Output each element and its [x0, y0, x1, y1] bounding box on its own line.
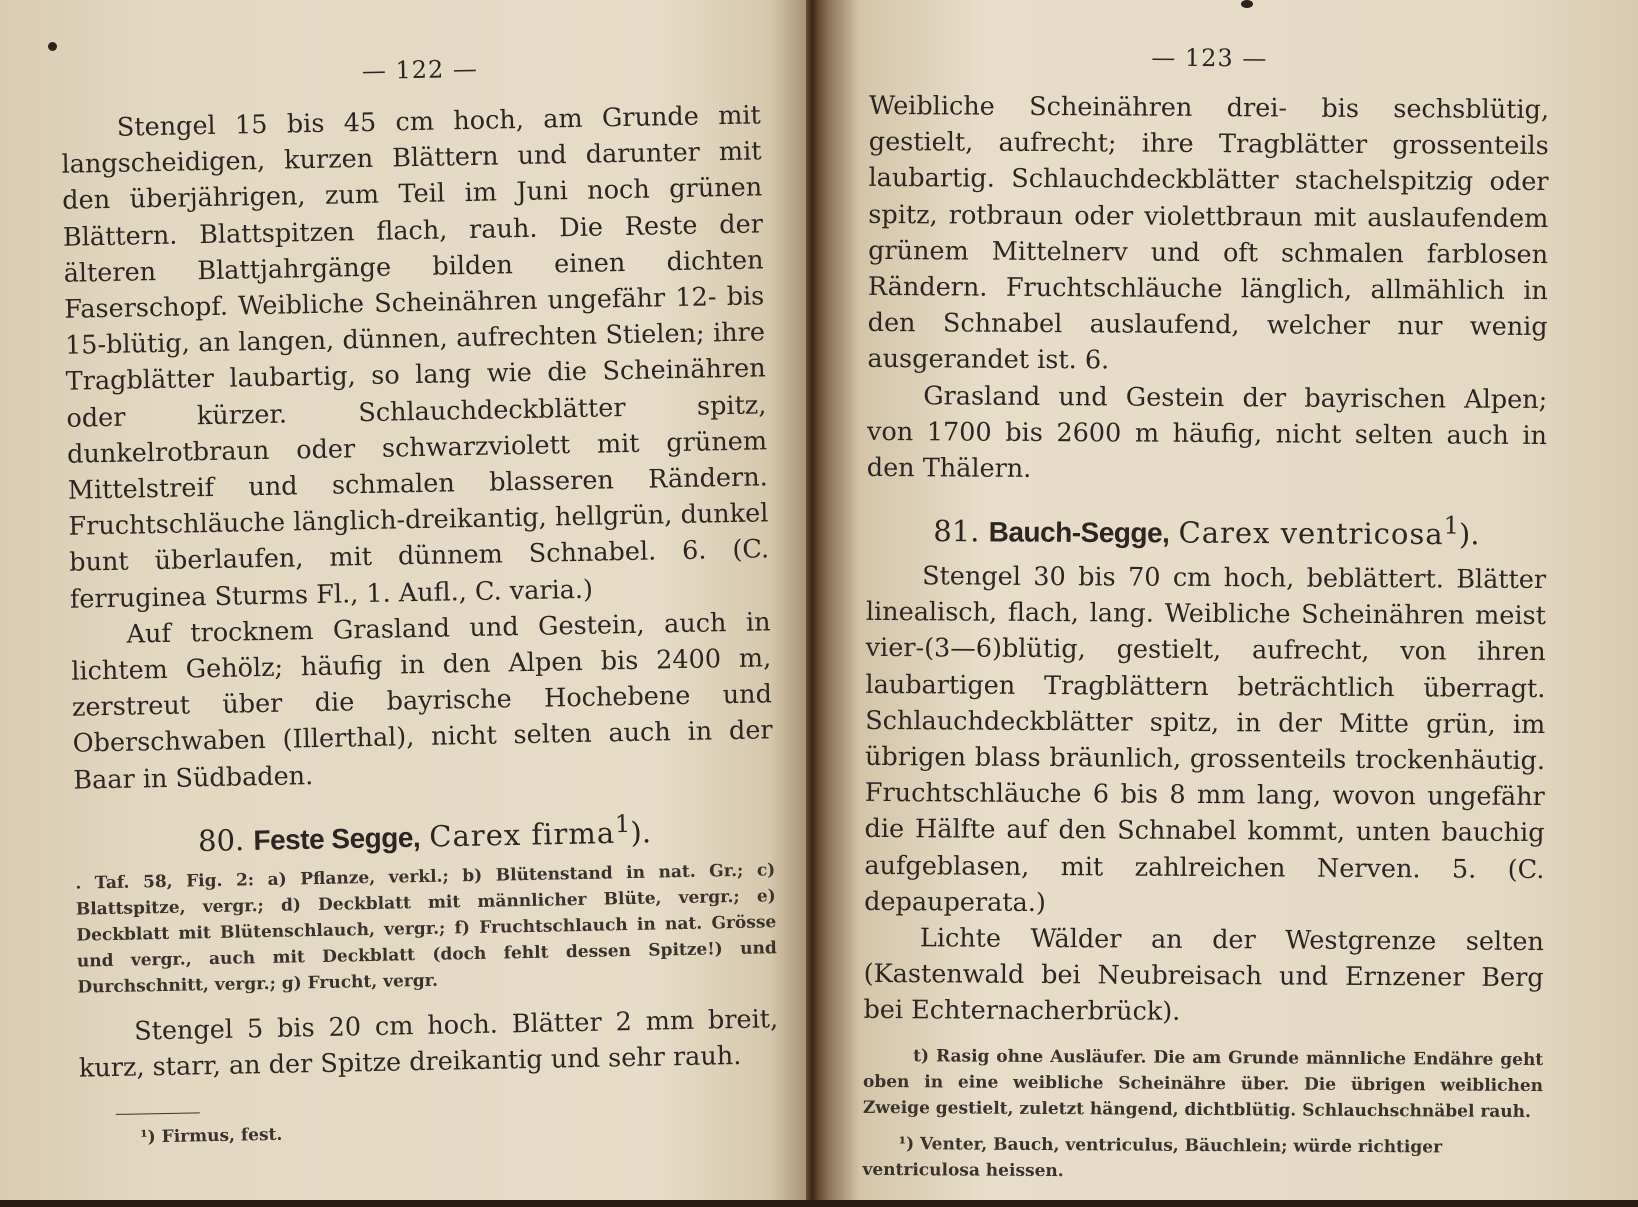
- species-heading: [74, 801, 775, 864]
- small-note: t) Rasig ohne Ausläufer. Die am Grunde männliche Endähre geht oben in eine weibliche Scheinähre über. Die übrigen weiblichen Zweige gestielt, zuletzt hängend, dichtblütig. Schlauchschnäbel rauh.: [862, 1045, 1544, 1122]
- heading-end: ).: [630, 815, 652, 850]
- species-number: 80.: [197, 822, 245, 858]
- page-number: — 122 —: [361, 54, 479, 86]
- book-spine: [806, 0, 820, 1200]
- paragraph: Auf trocknem Grasland und Gestein, auch in lichtem Gehölz; häufig in den Alpen bis 2400 m, zerstreut über die bayrische Hochebene und Oberschwaben (Illerthal), nicht selten auch in der Baar in Südbaden.: [71, 607, 773, 796]
- heading-end: ).: [1458, 517, 1480, 552]
- page-body: [61, 97, 781, 1151]
- paragraph: Grasland und Gestein der bayrischen Alpen; von 1700 bis 2600 m häufig, nicht selten auch in den Thälern.: [866, 380, 1548, 484]
- species-heading: [866, 502, 1546, 556]
- species-number: 81.: [933, 514, 980, 549]
- paragraph: Weibliche Scheinähren drei- bis sechsblütig, gestielt, aufrecht; ihre Tragblätter grossenteils laubartig. Schlauchdeckblätter stachelspitzig oder spitz, rotbraun oder violettbraun mit auslaufendem grünem Mittelnerv und oft schmalen farblosen Rändern. Fruchtschläuche länglich, allmählich in den Schnabel auslaufend, welcher nur wenig ausgerandet ist. 6.: [867, 90, 1550, 376]
- species-latin-name: Carex ventricosa: [1178, 515, 1444, 552]
- footnote: ¹) Firmus, fest.: [140, 1124, 283, 1148]
- left-page: [59, 0, 782, 1207]
- page-body: [862, 88, 1549, 1187]
- page-number: — 123 —: [1151, 43, 1268, 73]
- ink-spot: [48, 42, 57, 51]
- paragraph: Stengel 5 bis 20 cm hoch. Blätter 2 mm breit, kurz, starr, an der Spitze dreikantig und sehr rauh.: [78, 1003, 779, 1084]
- footnote-marker: 1: [614, 809, 631, 839]
- paragraph: Stengel 30 bis 70 cm hoch, beblättert. Blätter linealisch, flach, lang. Weibliche Scheinähren meist vier-(3—6)blütig, gestielt, aufrecht, von ihren laubartigen Tragblättern beträchtlich überragt. Schlauchdeckblätter spitz, in der Mitte grün, im übrigen blass bräunlich, grossenteils trockenhäutig. Fruchtschläuche 6 bis 8 mm lang, wovon ungefähr die Hälfte auf den Schnabel kommt, unten bauchig aufgeblasen, mit zahlreichen Nerven. 5. (C. depauperata.): [864, 561, 1547, 918]
- paragraph: Stengel 15 bis 45 cm hoch, am Grunde mit langscheidigen, kurzen Blättern und darunter mit den überjährigen, zum Teil im Juni noch grünen Blättern. Blattspitzen flach, rauh. Die Reste der älteren Blattjahrgänge bilden einen dichten Faserschopf. Weibliche Scheinähren ungefähr 12- bis 15-blütig, an langen, dünnen, aufrechten Stielen; ihre Tragblätter laubartig, so lang wie die Scheinähren oder kürzer. Schlauchdeckblätter spitz, dunkelrotbraun oder schwarzviolett mit grünem Mittelstreif und schmalen blasseren Rändern. Fruchtschläuche länglich-dreikantig, hellgrün, dunkel bunt überlaufen, mit dünnem Schnabel. 6. (C. ferruginea Sturms Fl., 1. Aufl., C. varia.): [61, 100, 770, 615]
- species-latin-name: Carex firma: [429, 815, 616, 854]
- species-german-name: Feste Segge,: [253, 821, 421, 856]
- footnote: ¹) Venter, Bauch, ventriculus, Bäuchlein; würde richtiger ventriculosa heissen.: [862, 1133, 1443, 1181]
- species-german-name: Bauch-Segge,: [988, 516, 1170, 549]
- paragraph: Lichte Wälder an der Westgrenze selten (Kastenwald bei Neubreisach und Ernzener Berg bei Echternacherbrück).: [863, 923, 1545, 1028]
- footnote-rule: [116, 1112, 200, 1115]
- footnote-marker: 1: [1443, 511, 1460, 540]
- right-page: [862, 0, 1549, 1202]
- plate-note: . Taf. 58, Fig. 2: a) Pflanze, verkl.; b) Blütenstand in nat. Gr.; c) Blattspitze, vergr.; d) Deckblatt mit männlicher Blüte, vergr.; e) Deckblatt mit Blütenschlauch, vergr.; f) Fruchtschlauch in nat. Grösse und vergr., auch mit Deckblatt (doch fehlt dessen Spitze!) und Durchschnitt, vergr.; g) Frucht, vergr.: [75, 859, 777, 998]
